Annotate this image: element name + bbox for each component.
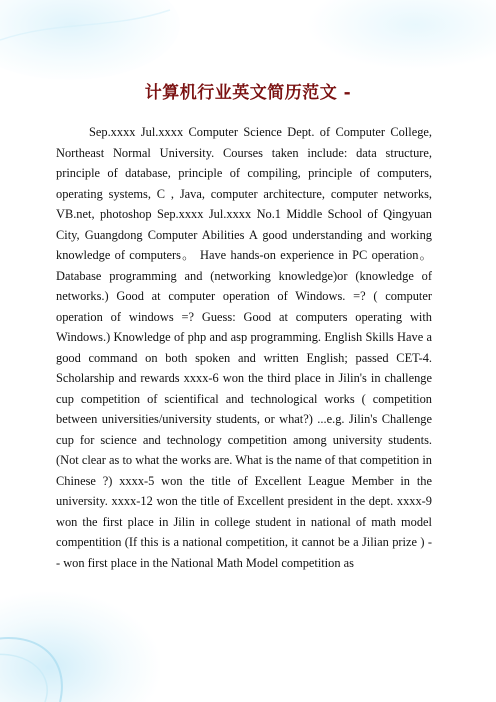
document-title: 计算机行业英文简历范文 - — [144, 83, 352, 103]
document-body: Sep.xxxx Jul.xxxx Computer Science Dept. of Computer College, Northeast Normal University. Courses taken include: data structure, principle of database, principle of compiling, principle of computers, operating systems, C , Java, computer architecture, computer networks, VB.net, photoshop Sep.xxxx Jul.xxxx No.1 Middle School of Qingyuan City, Guangdong Computer Abilities A good understanding and working knowledge of computers。 Have hands-on experience in PC operation。 Database programming and (networking knowledge)or (knowledge of networks.) Good at computer operation of Windows. =? ( computer operation of windows =? Guess: Good at computers operating with Windows.) Knowledge of php and asp programming. English Skills Have a good command on both spoken and written English; passed CET-4. Scholarship and rewards xxxx-6 won the third place in Jilin's in challenge cup competition of scientifical and technological works ( competition between universities/university students, or what?) ...e.g. Jilin's Challenge cup for science and technology competition among university students. (Not clear as to what the works are. What is the name of that competition in Chinese ?) xxxx-5 won the title of Excellent League Member in the university. xxxx-12 won the title of Excellent president in the dept. xxxx-9 won the first place in Jilin in college student in national of math model compentition (If this is a national competition, it cannot be a Jilian prize ) -- won first place in the National Math Model competition as — [56, 125, 432, 570]
